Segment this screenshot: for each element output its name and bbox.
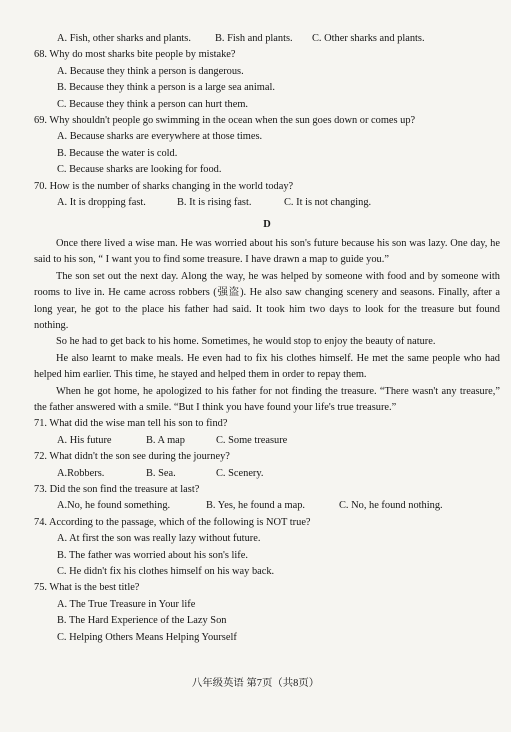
q70-option-a: A. It is dropping fast.	[57, 197, 146, 209]
q67-option-c: C. Other sharks and plants.	[312, 33, 425, 44]
passage-paragraph-1: Once there lived a wise man. He was worried about his son's future because his son was lazy. One day, he said to his son, “ I want you to find some treasure. I have drawn a map to guide you.”	[34, 237, 500, 266]
passage-paragraph-4: He also learnt to make meals. He even had to fix his clothes himself. He met the same people who had helped him earlier. This time, he stayed and helped them in order to repay them.	[34, 352, 500, 381]
q73-option-b: B. Yes, he found a map.	[206, 500, 305, 512]
exam-page	[34, 31, 500, 646]
passage-paragraph-3: So he had to get back to his home. Sometimes, he would stop to enjoy the beauty of nature.	[56, 336, 436, 348]
q69-option-a: A. Because sharks are everywhere at those times.	[57, 131, 263, 143]
q71-option-a: A. His future	[57, 434, 112, 446]
q69-stem: 69. Why shouldn't people go swimming in the ocean when the sun goes down or comes up?	[34, 115, 416, 127]
q74-option-c: C. He didn't fix his clothes himself on his way back.	[57, 566, 275, 577]
q72-option-a: A.Robbers.	[57, 467, 105, 479]
q75-option-b: B. The Hard Experience of the Lazy Son	[57, 615, 227, 627]
q74-option-a: A. At first the son was really lazy without future.	[57, 533, 261, 545]
q72-stem: 72. What didn't the son see during the journey?	[34, 451, 230, 463]
q70-options	[34, 195, 500, 211]
q72-options	[34, 466, 500, 482]
passage-paragraph-2: The son set out the next day. Along the way, he was helped by someone with food and by someone with rooms to live in. He came across robbers (强盗). He also saw changing scenery and seasons. Finally, after a long year, he got to the place his father had said. It took him two days to look for the treasure but found nothing.	[34, 270, 500, 331]
q72-option-c: C. Scenery.	[216, 467, 264, 479]
q74-option-b: B. The father was worried about his son's life.	[57, 549, 248, 561]
q72-option-b: B. Sea.	[146, 467, 176, 479]
q70-option-b: B. It is rising fast.	[177, 197, 252, 209]
q70-option-c: C. It is not changing.	[284, 197, 372, 209]
q74-stem: 74. According to the passage, which of the following is NOT true?	[34, 516, 311, 528]
q73-option-c: C. No, he found nothing.	[339, 500, 443, 512]
q70-stem: 70. How is the number of sharks changing in the world today?	[34, 180, 294, 192]
q73-option-a: A.No, he found something.	[57, 500, 171, 512]
q75-option-c: C. Helping Others Means Helping Yourself	[57, 631, 237, 643]
passage-paragraph-5: When he got home, he apologized to his father for not finding the treasure. “There wasn't any treasure,” the father answered with a smile. “But I think you have found your life's true treasure.”	[34, 385, 500, 413]
q68-option-c: C. Because they think a person can hurt them.	[57, 98, 249, 110]
q68-option-b: B. Because they think a person is a large sea animal.	[57, 82, 275, 94]
q71-option-c: C. Some treasure	[216, 434, 288, 446]
q73-stem: 73. Did the son find the treasure at last?	[34, 483, 200, 495]
q71-options	[34, 433, 500, 449]
section-heading-d: D	[263, 219, 271, 231]
q67-options	[34, 31, 500, 47]
q68-option-a: A. Because they think a person is dangerous.	[57, 65, 244, 77]
page-footer: 八年级英语 第7页（共8页）	[191, 678, 320, 689]
q71-stem: 71. What did the wise man tell his son to find?	[34, 418, 228, 430]
q67-option-a: A. Fish, other sharks and plants.	[57, 33, 191, 44]
q69-option-c: C. Because sharks are looking for food.	[57, 164, 222, 176]
q73-options	[34, 498, 500, 514]
q75-stem: 75. What is the best title?	[34, 582, 140, 594]
q69-option-b: B. Because the water is cold.	[57, 147, 178, 159]
q67-option-b: B. Fish and plants.	[215, 33, 293, 44]
q68-stem: 68. Why do most sharks bite people by mistake?	[34, 49, 236, 61]
q75-option-a: A. The True Treasure in Your life	[57, 598, 196, 610]
q71-option-b: B. A map	[146, 434, 185, 446]
